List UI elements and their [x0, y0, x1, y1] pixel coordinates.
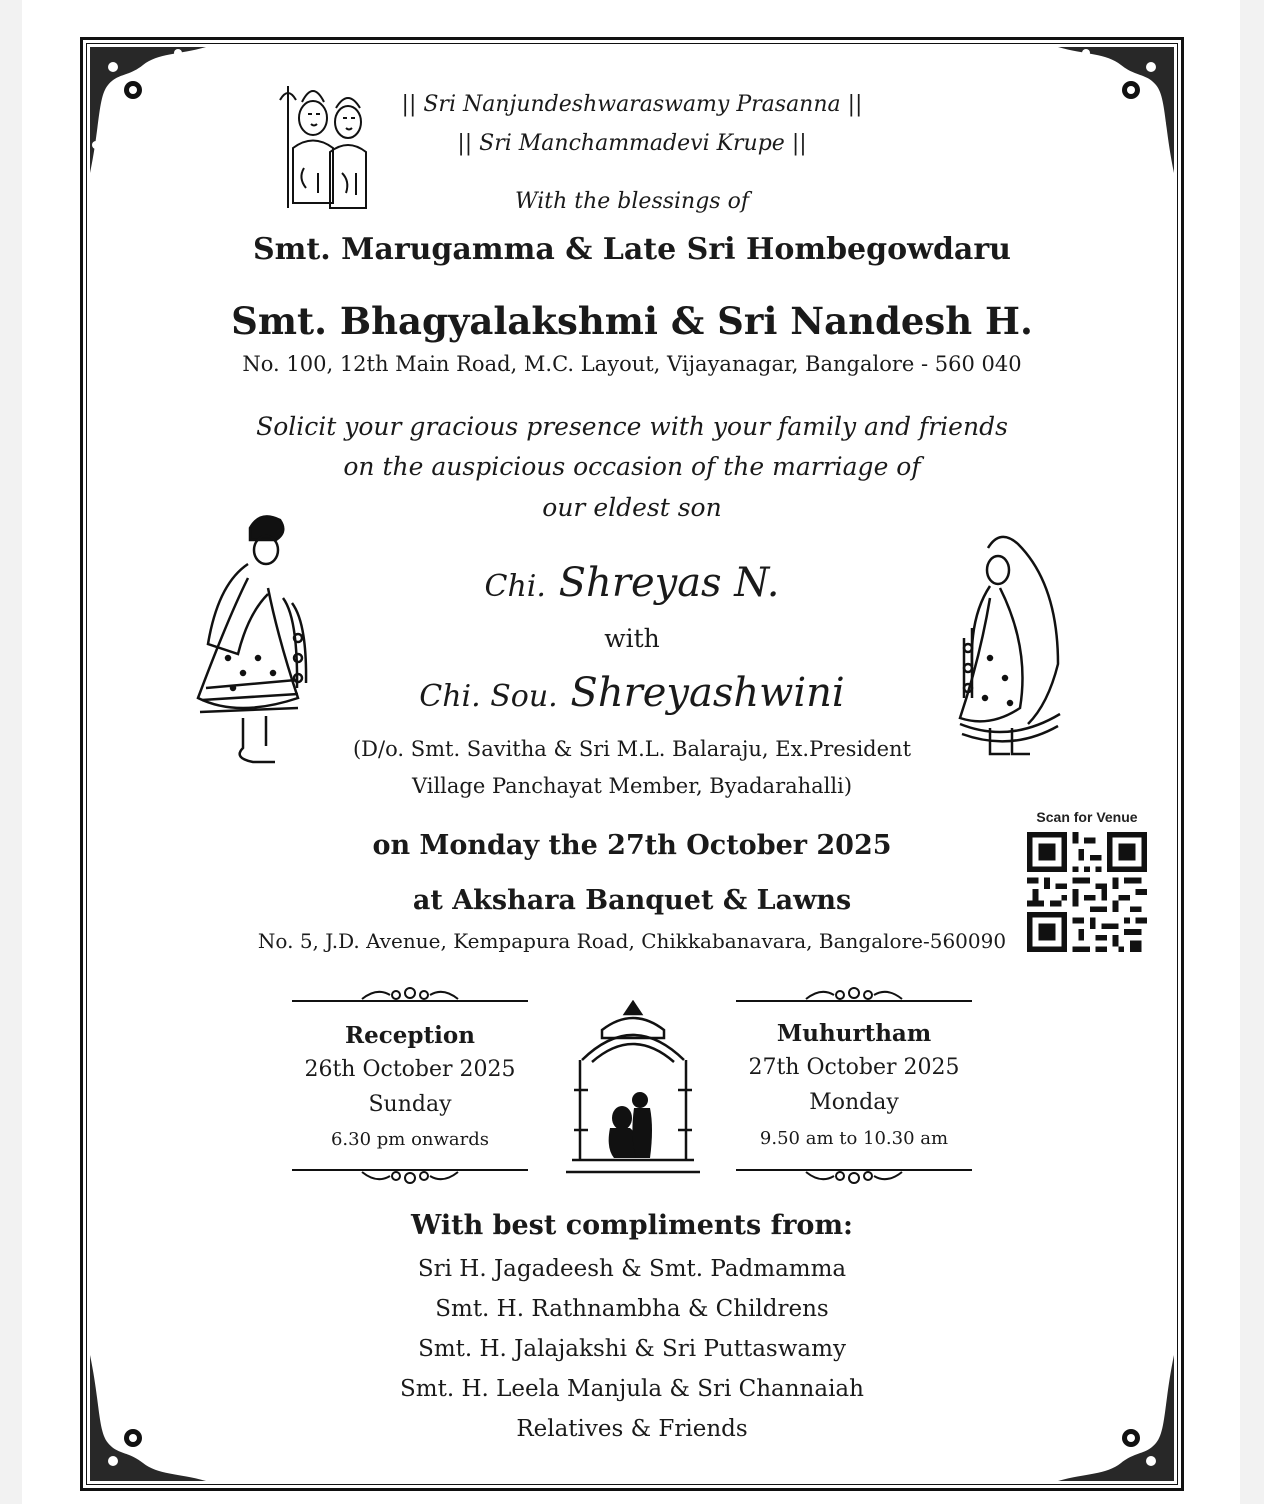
groom-prefix: Chi.	[484, 569, 546, 604]
event-venue-address: No. 5, J.D. Avenue, Kempapura Road, Chikkabanavara, Bangalore-560090	[257, 929, 1007, 953]
couple-with: with	[604, 624, 660, 653]
invocation-line-2: || Sri Manchammadevi Krupe ||	[457, 131, 807, 156]
hosts-address: No. 100, 12th Main Road, M.C. Layout, Vijayanagar, Bangalore - 560 040	[242, 352, 1022, 376]
muhurtham-title: Muhurtham	[776, 1020, 932, 1047]
bride-name: Shreyashwini	[570, 670, 845, 716]
compliments-line: Smt. H. Leela Manjula & Sri Channaiah	[400, 1376, 864, 1402]
reception-date: 26th October 2025	[304, 1057, 516, 1082]
blessings-intro: With the blessings of	[515, 189, 749, 214]
hosts-names: Smt. Bhagyalakshmi & Sri Nandesh H.	[231, 299, 1033, 343]
qr-caption: Scan for Venue	[1036, 809, 1138, 825]
divider-ornament-icon	[736, 1164, 972, 1188]
invitation-line-3: our eldest son	[542, 493, 722, 522]
invitation-line-1: Solicit your gracious presence with your family and friends	[256, 412, 1008, 441]
reception-title: Reception	[345, 1022, 475, 1049]
compliments-line: Sri H. Jagadeesh & Smt. Padmamma	[417, 1256, 847, 1282]
muhurtham-time: 9.50 am to 10.30 am	[759, 1128, 949, 1149]
reception-time: 6.30 pm onwards	[330, 1129, 490, 1150]
muhurtham-date: 27th October 2025	[748, 1055, 960, 1080]
invocation-line-1: || Sri Nanjundeshwaraswamy Prasanna ||	[401, 92, 863, 117]
blessings-names: Smt. Marugamma & Late Sri Hombegowdaru	[253, 232, 1011, 267]
invitation-line-2: on the auspicious occasion of the marriage of	[343, 452, 921, 481]
bride-parents-line-1: (D/o. Smt. Savitha & Sri M.L. Balaraju, Ex.President	[352, 737, 912, 761]
compliments-line: Smt. H. Rathnambha & Childrens	[435, 1296, 829, 1322]
divider-ornament-icon	[292, 1164, 528, 1188]
bride-prefix: Chi. Sou.	[419, 679, 558, 714]
reception-day: Sunday	[368, 1092, 452, 1117]
groom-name: Shreyas N.	[558, 560, 780, 606]
groom-line	[0, 560, 1264, 606]
qr-code-icon[interactable]	[1027, 832, 1147, 952]
muhurtham-day: Monday	[809, 1090, 899, 1115]
compliments-line: Smt. H. Jalajakshi & Sri Puttaswamy	[418, 1336, 846, 1362]
divider-ornament-icon	[292, 983, 528, 1007]
compliments-title: With best compliments from:	[411, 1210, 853, 1241]
divider-ornament-icon	[736, 983, 972, 1007]
bride-line	[0, 670, 1264, 716]
event-date: on Monday the 27th October 2025	[372, 830, 892, 861]
mandap-illustration-icon	[562, 1000, 704, 1176]
event-venue: at Akshara Banquet & Lawns	[412, 885, 852, 916]
compliments-line: Relatives & Friends	[516, 1416, 748, 1442]
bride-parents-line-2: Village Panchayat Member, Byadarahalli)	[411, 774, 853, 798]
